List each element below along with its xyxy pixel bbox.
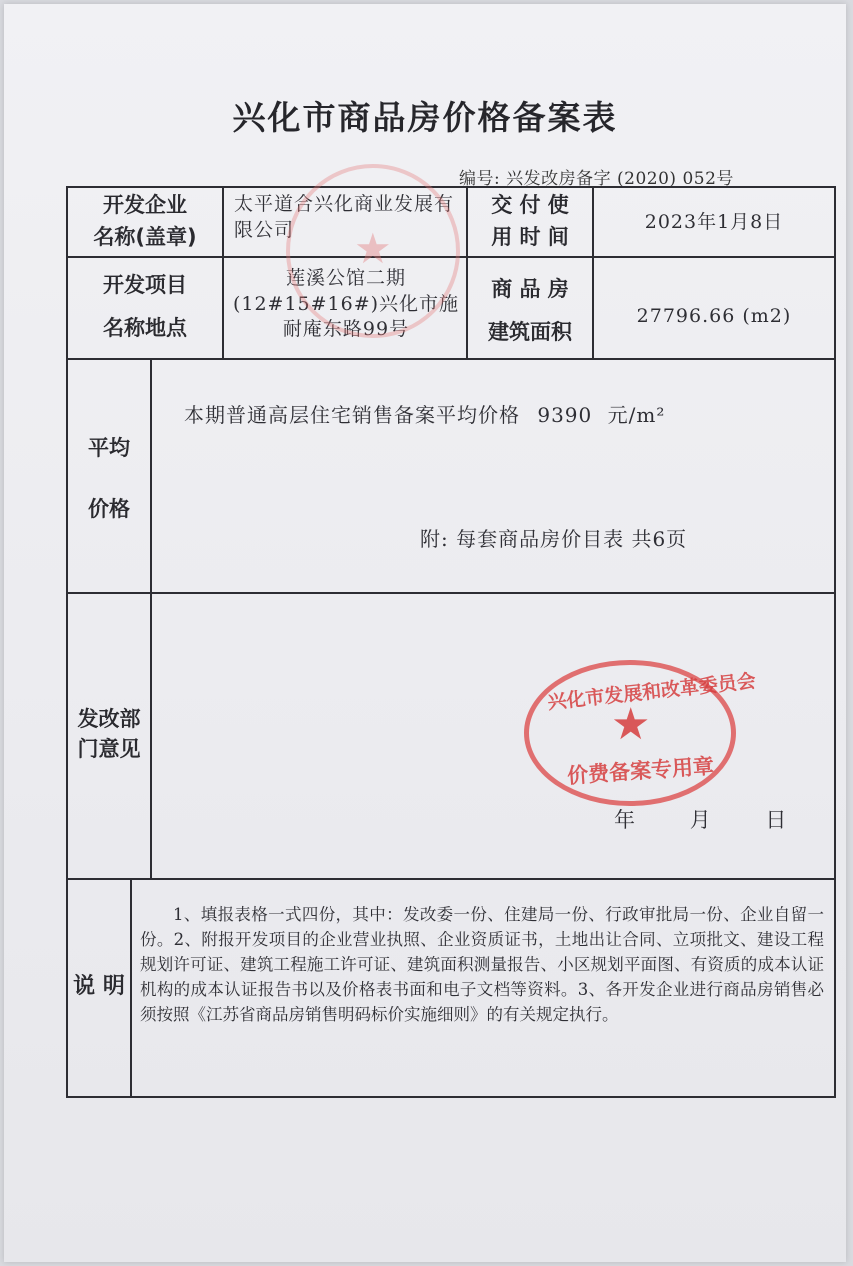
avg-price-label-line1: 平均 — [88, 436, 130, 460]
attachment-note: 附: 每套商品房价目表 共6页 — [420, 527, 688, 551]
delivery-date: 2023年1月8日 — [644, 211, 784, 233]
avg-price-value: 9390 — [537, 403, 593, 427]
developer-name: 太平道合兴化商业发展有限公司 — [234, 193, 455, 241]
area-label-line1: 商 品 房 — [491, 277, 569, 301]
avg-price-content-cell — [150, 358, 836, 594]
project-label-line1: 开发项目 — [103, 273, 187, 297]
delivery-label — [466, 190, 594, 253]
avg-price-unit: 元/m² — [607, 403, 666, 427]
area-label-line2: 建筑面积 — [488, 320, 572, 345]
avg-price-statement — [184, 402, 824, 429]
official-seal-star-icon: ★ — [611, 699, 651, 750]
date-line — [614, 806, 787, 834]
developer-label-line1: 开发企业 — [103, 193, 187, 217]
notes-label: 说 明 — [73, 974, 125, 999]
notes-text: 1、填报表格一式四份，其中：发改委一份、住建局一份、行政审批局一份、企业自留一份。2、附报开发项目的企业营业执照、企业资质证书，土地出让合同、立项批文、建设工程规划许可证、建筑工程施工许可证、建筑面积测量报告、小区规划平面图、有资质的成本认证机构的成本认证报告书以及价格表书面和电子文档等资料。3、各开发企业进行商品房销售必须按照《江苏省商品房销售明码标价实施细则》的有关规定执行。 — [140, 905, 824, 1025]
date-year: 年 — [614, 808, 636, 832]
avg-price-label — [66, 418, 152, 540]
delivery-label-line2: 用 时 间 — [491, 224, 569, 249]
filing-form-table — [66, 186, 836, 1098]
delivery-label-line1: 交 付 使 — [491, 193, 569, 217]
project-label — [66, 264, 224, 350]
document-page — [4, 4, 846, 1262]
date-day: 日 — [765, 808, 788, 832]
developer-label-line2: 名称(盖章) — [93, 224, 197, 249]
area-value: 27796.66 (m2) — [636, 305, 792, 327]
project-label-line2: 名称地点 — [103, 316, 187, 341]
company-seal-star-icon: ★ — [354, 224, 392, 273]
avg-price-text: 本期普通高层住宅销售备案平均价格 — [184, 403, 520, 427]
project-name: 莲溪公馆二期(12#15#16#)兴化市施耐庵东路99号 — [232, 267, 460, 341]
avg-price-label-line2: 价格 — [88, 496, 130, 521]
company-seal — [286, 164, 460, 338]
document-number: 编号: 兴发改房备字 (2020) 052号 — [459, 169, 734, 189]
official-seal — [524, 660, 757, 806]
date-month: 月 — [689, 808, 712, 832]
page-title: 兴化市商品房价格备案表 — [232, 98, 618, 137]
opinion-label-line2: 门意见 — [77, 737, 141, 762]
opinion-label — [66, 704, 152, 765]
official-seal-top-text: 兴化市发展和改革委员会 — [546, 670, 757, 714]
official-seal-bottom-text: 价费备案专用章 — [566, 753, 715, 789]
opinion-label-line1: 发改部 — [77, 707, 141, 731]
area-label — [466, 268, 594, 354]
developer-label — [66, 190, 224, 253]
